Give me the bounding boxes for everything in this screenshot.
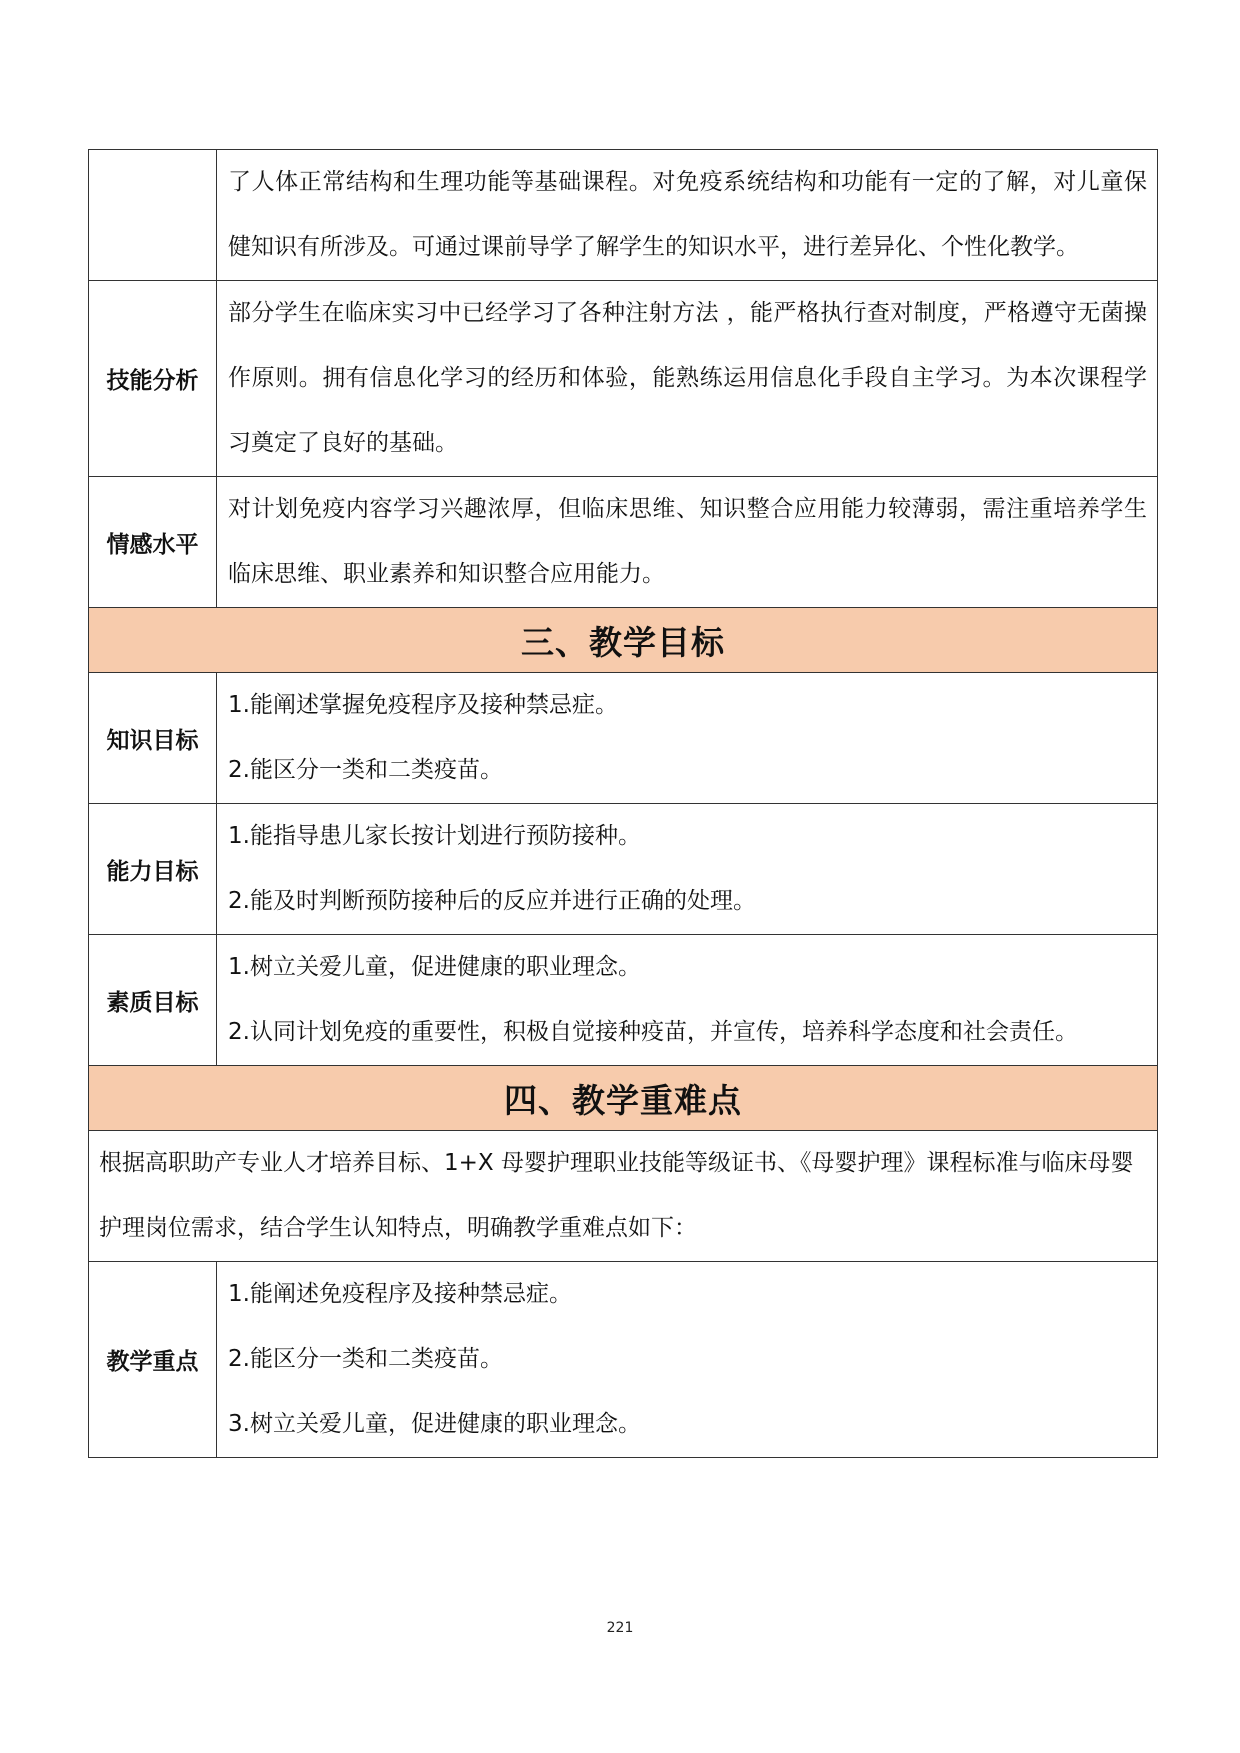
- list-item: 1.能指导患儿家长按计划进行预防接种。: [228, 823, 641, 849]
- knowledge-goals-content: [217, 673, 1158, 804]
- table-row: [89, 804, 1158, 935]
- section-heading-teaching-goals: 三、教学目标: [89, 608, 1158, 673]
- page-number: 221: [606, 1620, 634, 1636]
- row-label-quality: 素质目标: [89, 935, 217, 1066]
- table-row: [89, 1131, 1158, 1262]
- learner-analysis-continuation: [217, 150, 1158, 281]
- key-points-content: [217, 1262, 1158, 1458]
- key-difficulties-intro: 根据高职助产专业人才培养目标、1+X 母婴护理职业技能等级证书、《母婴护理》课程标准与临床母婴护理岗位需求，结合学生认知特点，明确教学重难点如下：: [89, 1131, 1158, 1262]
- list-item: 2.认同计划免疫的重要性，积极自觉接种疫苗，并宣传，培养科学态度和社会责任。: [228, 1019, 1078, 1045]
- table-row: [89, 673, 1158, 804]
- lesson-plan-table: [88, 149, 1158, 1458]
- empty-label-cell: [89, 150, 217, 281]
- table-row: [89, 608, 1158, 673]
- list-item: 2.能及时判断预防接种后的反应并进行正确的处理。: [228, 888, 756, 914]
- emotion-level-content: [217, 477, 1158, 608]
- row-label-ability: 能力目标: [89, 804, 217, 935]
- skill-analysis-content: [217, 281, 1158, 477]
- list-item: 1.能阐述掌握免疫程序及接种禁忌症。: [228, 692, 618, 718]
- row-label-emotion: 情感水平: [89, 477, 217, 608]
- list-item: 2.能区分一类和二类疫苗。: [228, 1346, 503, 1372]
- list-item: 3.树立关爱儿童，促进健康的职业理念。: [228, 1411, 641, 1437]
- table-row: [89, 477, 1158, 608]
- row-label-skill: 技能分析: [89, 281, 217, 477]
- paragraph: 了人体正常结构和生理功能等基础课程。对免疫系统结构和功能有一定的了解，对儿童保健知识有所涉及。可通过课前导学了解学生的知识水平，进行差异化、个性化教学。: [228, 169, 1147, 260]
- paragraph: 对计划免疫内容学习兴趣浓厚，但临床思维、知识整合应用能力较薄弱，需注重培养学生临床思维、职业素养和知识整合应用能力。: [228, 496, 1147, 587]
- list-item: 2.能区分一类和二类疫苗。: [228, 757, 503, 783]
- table-row: [89, 281, 1158, 477]
- table-row: [89, 1066, 1158, 1131]
- quality-goals-content: [217, 935, 1158, 1066]
- table-row: [89, 935, 1158, 1066]
- row-label-knowledge: 知识目标: [89, 673, 217, 804]
- table-row: [89, 150, 1158, 281]
- list-item: 1.树立关爱儿童，促进健康的职业理念。: [228, 954, 641, 980]
- ability-goals-content: [217, 804, 1158, 935]
- row-label-key-points: 教学重点: [89, 1262, 217, 1458]
- table-row: [89, 1262, 1158, 1458]
- paragraph: 部分学生在临床实习中已经学习了各种注射方法 ，能严格执行查对制度，严格遵守无菌操作原则。拥有信息化学习的经历和体验，能熟练运用信息化手段自主学习。为本次课程学习奠定了良好的基础。: [228, 300, 1147, 456]
- section-heading-key-difficulties: 四、教学重难点: [89, 1066, 1158, 1131]
- list-item: 1.能阐述免疫程序及接种禁忌症。: [228, 1281, 572, 1307]
